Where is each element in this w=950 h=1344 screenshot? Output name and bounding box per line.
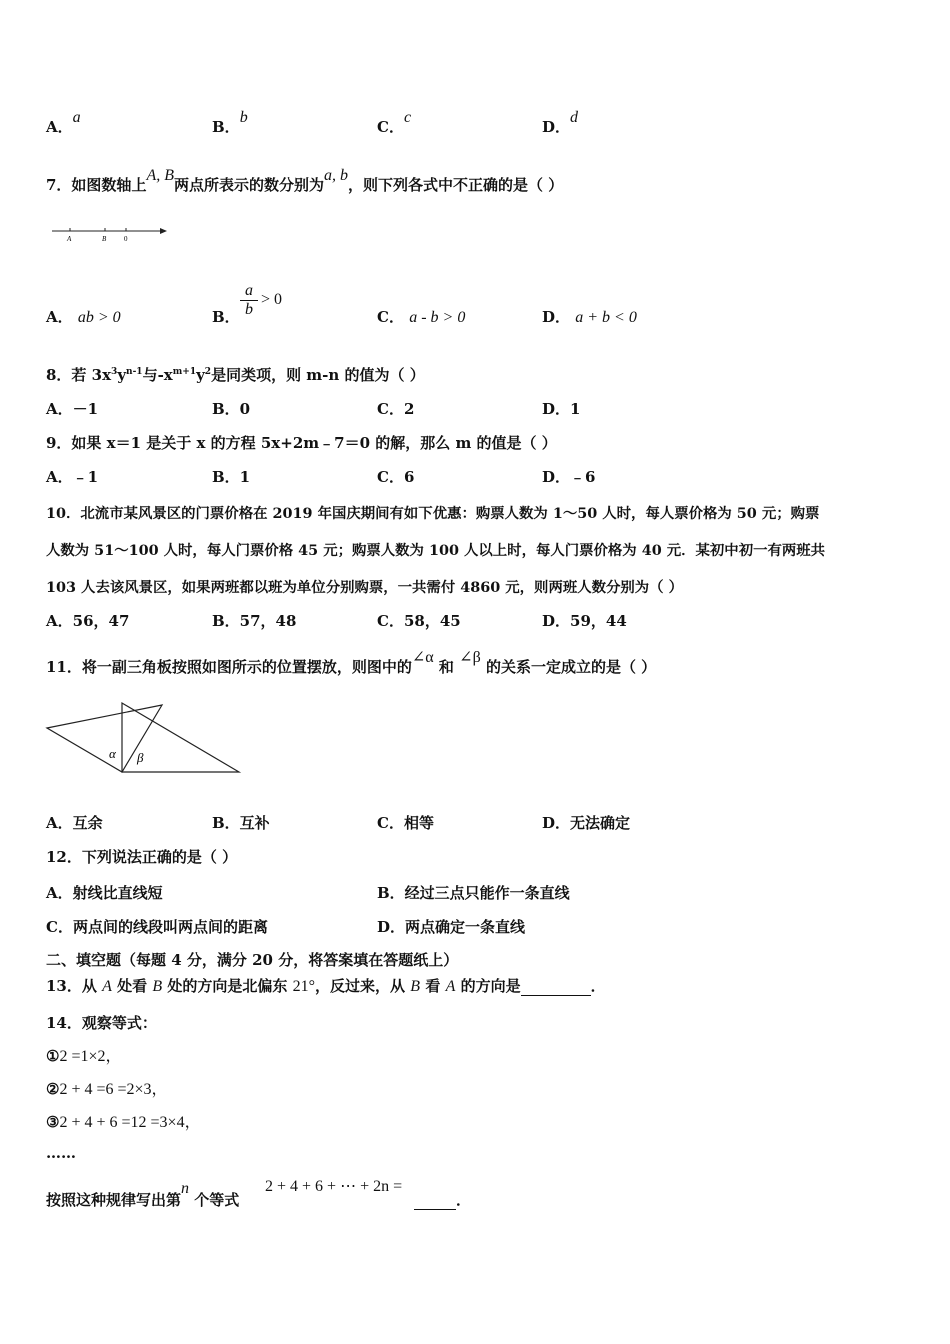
q7-question: 7．如图数轴上A, B两点所表示的数分别为a, b，则下列各式中不正确的是（ ） <box>46 167 564 194</box>
q11-option-c[interactable]: C．相等 <box>377 814 434 832</box>
q14-answer-line: ． <box>414 1189 471 1210</box>
q6-option-c[interactable]: C．c <box>377 109 412 136</box>
q8-option-d[interactable]: D．1 <box>542 400 581 418</box>
q14-equation-2: ②2 + 4 =6 =2×3， <box>46 1080 168 1098</box>
q11-beta-label: β <box>137 750 144 765</box>
q9-option-b[interactable]: B．1 <box>212 468 251 486</box>
q11-option-a[interactable]: A．互余 <box>46 814 103 832</box>
q13-answer-blank[interactable] <box>521 977 591 996</box>
q8-option-c[interactable]: C．2 <box>377 400 415 418</box>
q7-option-b-fraction: a b <box>240 282 258 319</box>
q12-option-b[interactable]: B．经过三点只能作一条直线 <box>377 884 570 902</box>
q10-line-3: 103 人去该风景区，如果两班都以班为单位分别购票，一共需付 4860 元，则两班人数分别为（ ） <box>46 579 683 596</box>
q11-option-d[interactable]: D．无法确定 <box>542 814 631 832</box>
q7-option-d[interactable]: D． a + b < 0 <box>542 308 637 326</box>
section-2-heading: 二、填空题（每题 4 分，满分 20 分，将答案填在答题纸上） <box>46 951 459 969</box>
q14-ellipsis: …… <box>46 1144 76 1162</box>
q11-question: 11．将一副三角板按照如图所示的位置摆放，则图中的∠α 和 ∠β 的关系一定成立的是（ ） <box>46 649 657 676</box>
q9-question: 9．如果 x＝1 是关于 x 的方程 5x+2m﹣7＝0 的解，那么 m 的值是（ ） <box>46 434 557 452</box>
q8-option-a[interactable]: A．－1 <box>46 400 99 418</box>
q8-question: 8．若 $3x^3y^{n-1}$与$-x^{m+1}y^2$是同类项，则 m-n 的值为（ ） <box>46 366 425 384</box>
q9-option-c[interactable]: C．6 <box>377 468 415 486</box>
q7-label-b: B <box>102 235 107 243</box>
q14-equation-3: ③2 + 4 + 6 =12 =3×4， <box>46 1113 201 1131</box>
q7-option-b-rest: > 0 <box>261 291 283 308</box>
q7-number-line-figure <box>50 222 170 244</box>
q11-triangle-figure <box>44 698 244 778</box>
q14-title: 14．观察等式： <box>46 1014 157 1032</box>
q14-equation-1: ①2 =1×2， <box>46 1047 122 1065</box>
q10-option-a[interactable]: A．56，47 <box>46 612 130 630</box>
q12-option-a[interactable]: A．射线比直线短 <box>46 884 163 902</box>
q6-option-b[interactable]: B．b <box>212 109 248 136</box>
q7-option-b[interactable]: B． <box>212 308 240 326</box>
q13-question: 13．从 A 处看 B 处的方向是北偏东 21°，反过来，从 B 看 A 的方向是 ． <box>46 977 606 995</box>
q12-option-c[interactable]: C．两点间的线段叫两点间的距离 <box>46 918 268 936</box>
q10-option-c[interactable]: C．58，45 <box>377 612 461 630</box>
q8-option-b[interactable]: B．0 <box>212 400 251 418</box>
q14-answer-blank[interactable] <box>414 1191 456 1210</box>
q14-final-line: 按照这种规律写出第n 个等式 <box>46 1180 240 1209</box>
q10-line-2: 人数为 51～100 人时，每人门票价格 45 元；购票人数为 100 人以上时，每人门票价格为 40 元．某初中初一有两班共 <box>46 542 826 559</box>
q11-alpha-label: α <box>109 746 116 761</box>
q12-option-d[interactable]: D．两点确定一条直线 <box>377 918 526 936</box>
q10-option-b[interactable]: B．57，48 <box>212 612 297 630</box>
q7-option-a[interactable]: A． ab > 0 <box>46 308 121 326</box>
q7-label-a: A <box>67 235 72 243</box>
q9-option-a[interactable]: A．﹣1 <box>46 468 99 486</box>
q9-option-d[interactable]: D．﹣6 <box>542 468 596 486</box>
q12-question: 12．下列说法正确的是（ ） <box>46 848 238 866</box>
q6-option-a[interactable]: A．a <box>46 109 81 136</box>
q14-sum-expression: 2 + 4 + 6 + ⋯ + 2n = <box>265 1178 403 1195</box>
q10-option-d[interactable]: D．59，44 <box>542 612 627 630</box>
q11-option-b[interactable]: B．互补 <box>212 814 270 832</box>
q7-option-c[interactable]: C． a - b > 0 <box>377 308 466 326</box>
q7-label-zero: 0 <box>124 235 128 243</box>
q6-option-d[interactable]: D．d <box>542 109 579 136</box>
q10-line-1: 10．北流市某风景区的门票价格在 2019 年国庆期间有如下优惠：购票人数为 1～50 人时，每人票价格为 50 元；购票 <box>46 505 820 522</box>
